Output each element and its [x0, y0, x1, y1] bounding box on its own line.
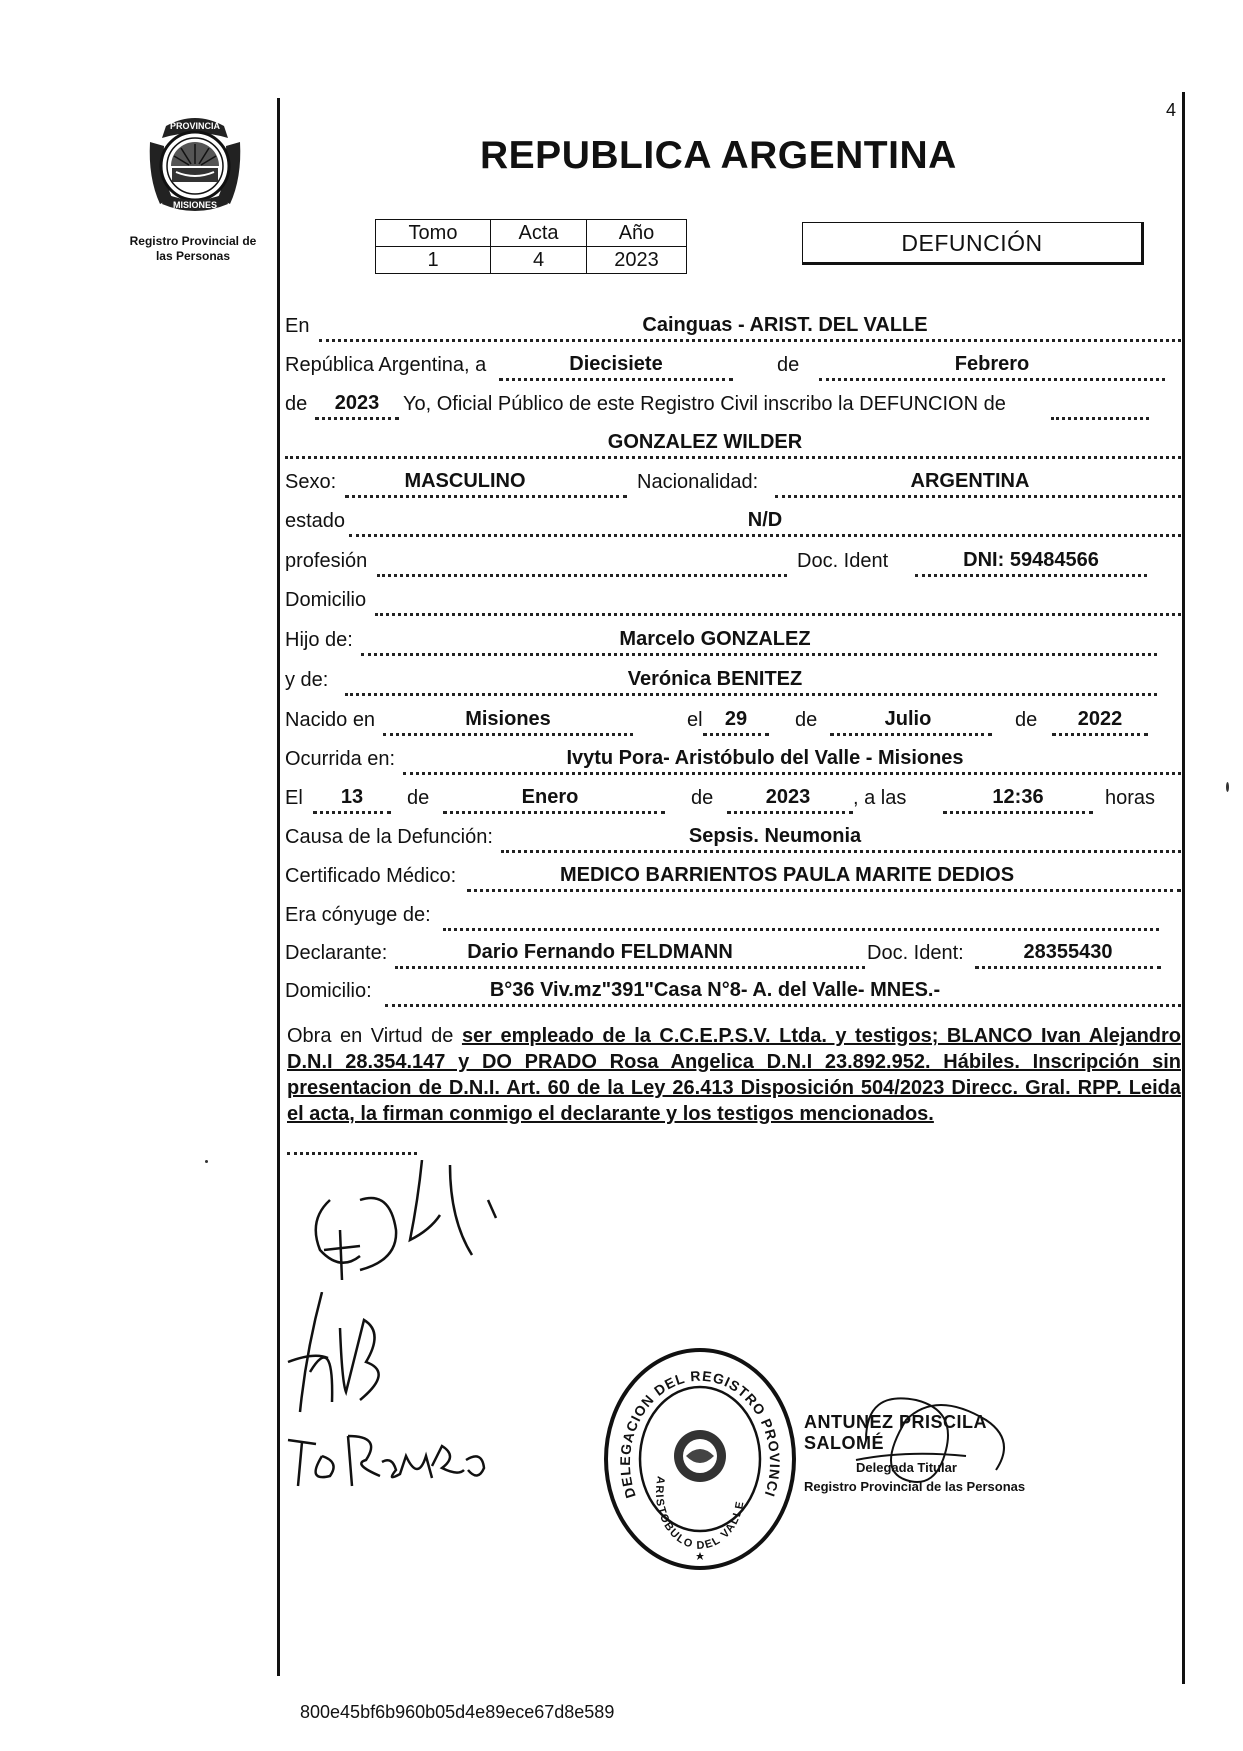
- dotted-line: [375, 613, 1181, 616]
- label-a-las: , a las: [853, 787, 907, 809]
- document-hash: 800e45bf6b960b05d4e89ece67d8e589: [300, 1702, 615, 1722]
- obra-prefix: Obra en Virtud de: [287, 1025, 454, 1047]
- dotted-line: [443, 928, 1159, 931]
- row-conyuge: [285, 897, 1181, 931]
- dotted-line: [377, 574, 787, 577]
- label-el-cap: El: [285, 787, 303, 809]
- dotted-line: [975, 966, 1161, 969]
- anio-inscripcion-value: 2023: [334, 392, 380, 414]
- label-horas: horas: [1105, 787, 1156, 809]
- label-doc-ident: Doc. Ident: [797, 550, 889, 572]
- svg-text:ARISTOBULO DEL VALLE: [653, 1475, 747, 1552]
- estado-value: N/D: [747, 509, 783, 531]
- obra-paragraph: [287, 1023, 1181, 1127]
- label-sexo: Sexo:: [285, 471, 337, 493]
- official-seal: [602, 1346, 798, 1572]
- nacionalidad-value: ARGENTINA: [910, 470, 1030, 492]
- page-title: REPUBLICA ARGENTINA: [480, 134, 957, 177]
- registrar-org: Registro Provincial de las Personas: [804, 1479, 1026, 1494]
- tomo-header: Tomo: [376, 220, 491, 247]
- row-causa: [285, 819, 1181, 853]
- dotted-line: [819, 378, 1165, 381]
- dotted-line: [943, 811, 1093, 814]
- label-doc-ident-colon: Doc. Ident:: [867, 942, 964, 964]
- dia-nacimiento-value: 29: [724, 708, 748, 730]
- registry-header-row: [376, 220, 687, 247]
- label-domicilio: Domicilio: [285, 589, 367, 611]
- declarante-value: Dario Fernando FELDMANN: [467, 941, 733, 963]
- dia-defuncion-value: 13: [340, 786, 364, 808]
- dotted-line: [385, 1004, 1181, 1007]
- dotted-line: [345, 495, 627, 498]
- lugar-defuncion-value: Ivytu Pora- Aristóbulo del Valle - Misiones: [566, 747, 964, 769]
- label-de: de: [407, 787, 430, 809]
- label-de: de: [777, 354, 800, 376]
- scan-speck: [205, 1160, 208, 1163]
- svg-text:PROVINCIA: PROVINCIA: [169, 121, 221, 131]
- dia-inscripcion-value: Diecisiete: [569, 353, 663, 375]
- registrar-name: ANTUNEZ PRISCILA SALOMÉ: [804, 1412, 987, 1453]
- label-ocurrida-en: Ocurrida en:: [285, 748, 396, 770]
- dotted-line: [345, 693, 1157, 696]
- row-domicilio: [285, 582, 1181, 616]
- label-en: En: [285, 315, 310, 337]
- dotted-line: [727, 811, 853, 814]
- label-certificado: Certificado Médico:: [285, 865, 457, 887]
- dotted-line: [1051, 417, 1149, 420]
- seal-inner-text: ARISTOBULO DEL VALLE: [652, 1475, 747, 1552]
- label-de: de: [795, 709, 818, 731]
- dotted-line: [315, 417, 399, 420]
- padre-value: Marcelo GONZALEZ: [619, 628, 811, 650]
- label-hijo-de: Hijo de:: [285, 629, 353, 651]
- madre-value: Verónica BENITEZ: [627, 668, 803, 690]
- mes-inscripcion-value: Febrero: [954, 353, 1030, 375]
- dotted-line: [443, 811, 665, 814]
- act-type-box: DEFUNCIÓN: [802, 222, 1144, 265]
- seal-outer-text: DELEGACION DEL REGISTRO PROVINCI: [616, 1367, 784, 1501]
- witness-blanco-signature: [284, 1292, 404, 1427]
- scan-speck: [1226, 782, 1229, 792]
- label-de: de: [691, 787, 714, 809]
- registrar-role: Delegada Titular: [856, 1460, 957, 1475]
- label-republica: República Argentina, a: [285, 354, 487, 376]
- label-yo: Yo, Oficial Público de este Registro Civil inscribo la DEFUNCION de: [403, 393, 1006, 415]
- acta-header: Acta: [491, 220, 587, 247]
- dotted-line: [467, 889, 1181, 892]
- mes-defuncion-value: Enero: [521, 786, 579, 808]
- domicilio-declarante-value: B°36 Viv.mz"391"Casa N°8- A. del Valle- MNES.-: [489, 979, 941, 1001]
- logo-caption-line2: las Personas: [155, 249, 231, 263]
- page-number: 4: [1166, 100, 1177, 120]
- row-madre: [285, 662, 1181, 696]
- row-declarante: [285, 935, 1181, 969]
- row-fallecido: [285, 425, 1181, 459]
- declarante-doc-value: 28355430: [1023, 941, 1113, 963]
- dotted-line: [915, 574, 1147, 577]
- label-conyuge: Era cónyuge de:: [285, 904, 431, 926]
- registry-table: [375, 219, 687, 274]
- row-certificado: [285, 858, 1181, 892]
- misiones-crest-logo: [136, 108, 254, 226]
- label-nacido-en: Nacido en: [285, 709, 376, 731]
- dotted-line: [285, 456, 1181, 459]
- registry-value-row: [376, 247, 687, 274]
- row-fecha-defuncion: [285, 780, 1181, 814]
- label-el: el: [687, 709, 703, 731]
- dotted-line: [361, 653, 1157, 656]
- dotted-line: [499, 378, 733, 381]
- dotted-line: [383, 733, 633, 736]
- lugar-value: Cainguas - ARIST. DEL VALLE: [642, 314, 928, 336]
- obra-text: ser empleado de la C.C.E.P.S.V. Ltda. y testigos; BLANCO Ivan Alejandro D.N.I 28.354.147 y DO PRADO Rosa Angelica D.N.I 23.892.952. Hábiles. Inscripción sin presentacion de D.N.I. Art. 60 de la Ley 26.413 Disposición 504/2023 Direcc. Gral. RPP. Leida el acta, la firman conmigo el declarante y los testigos mencionados.: [287, 1025, 1182, 1125]
- label-causa: Causa de la Defunción:: [285, 826, 493, 848]
- declarante-signature: [300, 1160, 540, 1295]
- dotted-line: [775, 495, 1181, 498]
- anio-nacimiento-value: 2022: [1077, 708, 1123, 730]
- hora-defuncion-value: 12:36: [992, 786, 1044, 808]
- label-de: de: [1015, 709, 1038, 731]
- dotted-line: [395, 966, 865, 969]
- dotted-line: [703, 733, 769, 736]
- causa-value: Sepsis. Neumonia: [688, 825, 862, 847]
- logo-caption: [112, 234, 274, 264]
- dotted-line: [287, 1152, 417, 1155]
- label-y-de: y de:: [285, 669, 329, 691]
- row-fecha-inscripcion: [285, 347, 1181, 381]
- row-padre: [285, 622, 1181, 656]
- dotted-line: [403, 772, 1181, 775]
- label-de: de: [285, 393, 308, 415]
- row-anio-inscripcion: [285, 386, 1181, 420]
- anio-header: Año: [587, 220, 687, 247]
- label-domicilio-colon: Domicilio:: [285, 980, 372, 1002]
- dotted-line: [1052, 733, 1148, 736]
- row-nacimiento: [285, 702, 1181, 736]
- doc-ident-value: DNI: 59484566: [963, 549, 1099, 571]
- right-margin-line: [1182, 92, 1185, 1684]
- logo-caption-line1: Registro Provincial de: [129, 234, 257, 248]
- label-estado: estado: [285, 510, 346, 532]
- svg-text:MISIONES: MISIONES: [172, 200, 218, 210]
- certificado-value: MEDICO BARRIENTOS PAULA MARITE DEDIOS: [559, 864, 1015, 886]
- witness-doprado-signature: [282, 1426, 502, 1501]
- row-lugar-defuncion: [285, 741, 1181, 775]
- row-domicilio-declarante: [285, 973, 1181, 1007]
- acta-value: 4: [491, 247, 587, 274]
- dotted-line: [313, 811, 391, 814]
- registrar-signature: [846, 1380, 1026, 1505]
- row-lugar: [285, 308, 1181, 342]
- dotted-line: [319, 339, 1181, 342]
- dotted-line: [349, 534, 1181, 537]
- tomo-value: 1: [376, 247, 491, 274]
- anio-defuncion-value: 2023: [765, 786, 811, 808]
- label-declarante: Declarante:: [285, 942, 388, 964]
- sexo-value: MASCULINO: [404, 470, 526, 492]
- row-profesion: [285, 543, 1181, 577]
- dotted-line: [501, 850, 1181, 853]
- label-profesion: profesión: [285, 550, 368, 572]
- mes-nacimiento-value: Julio: [884, 708, 932, 730]
- row-sexo: [285, 464, 1181, 498]
- lugar-nacimiento-value: Misiones: [465, 708, 551, 730]
- dotted-line: [830, 733, 992, 736]
- row-estado: [285, 503, 1181, 537]
- label-nacionalidad: Nacionalidad:: [637, 471, 759, 493]
- left-margin-line: [277, 98, 280, 1676]
- fallecido-value: GONZALEZ WILDER: [607, 431, 803, 453]
- anio-value: 2023: [587, 247, 687, 274]
